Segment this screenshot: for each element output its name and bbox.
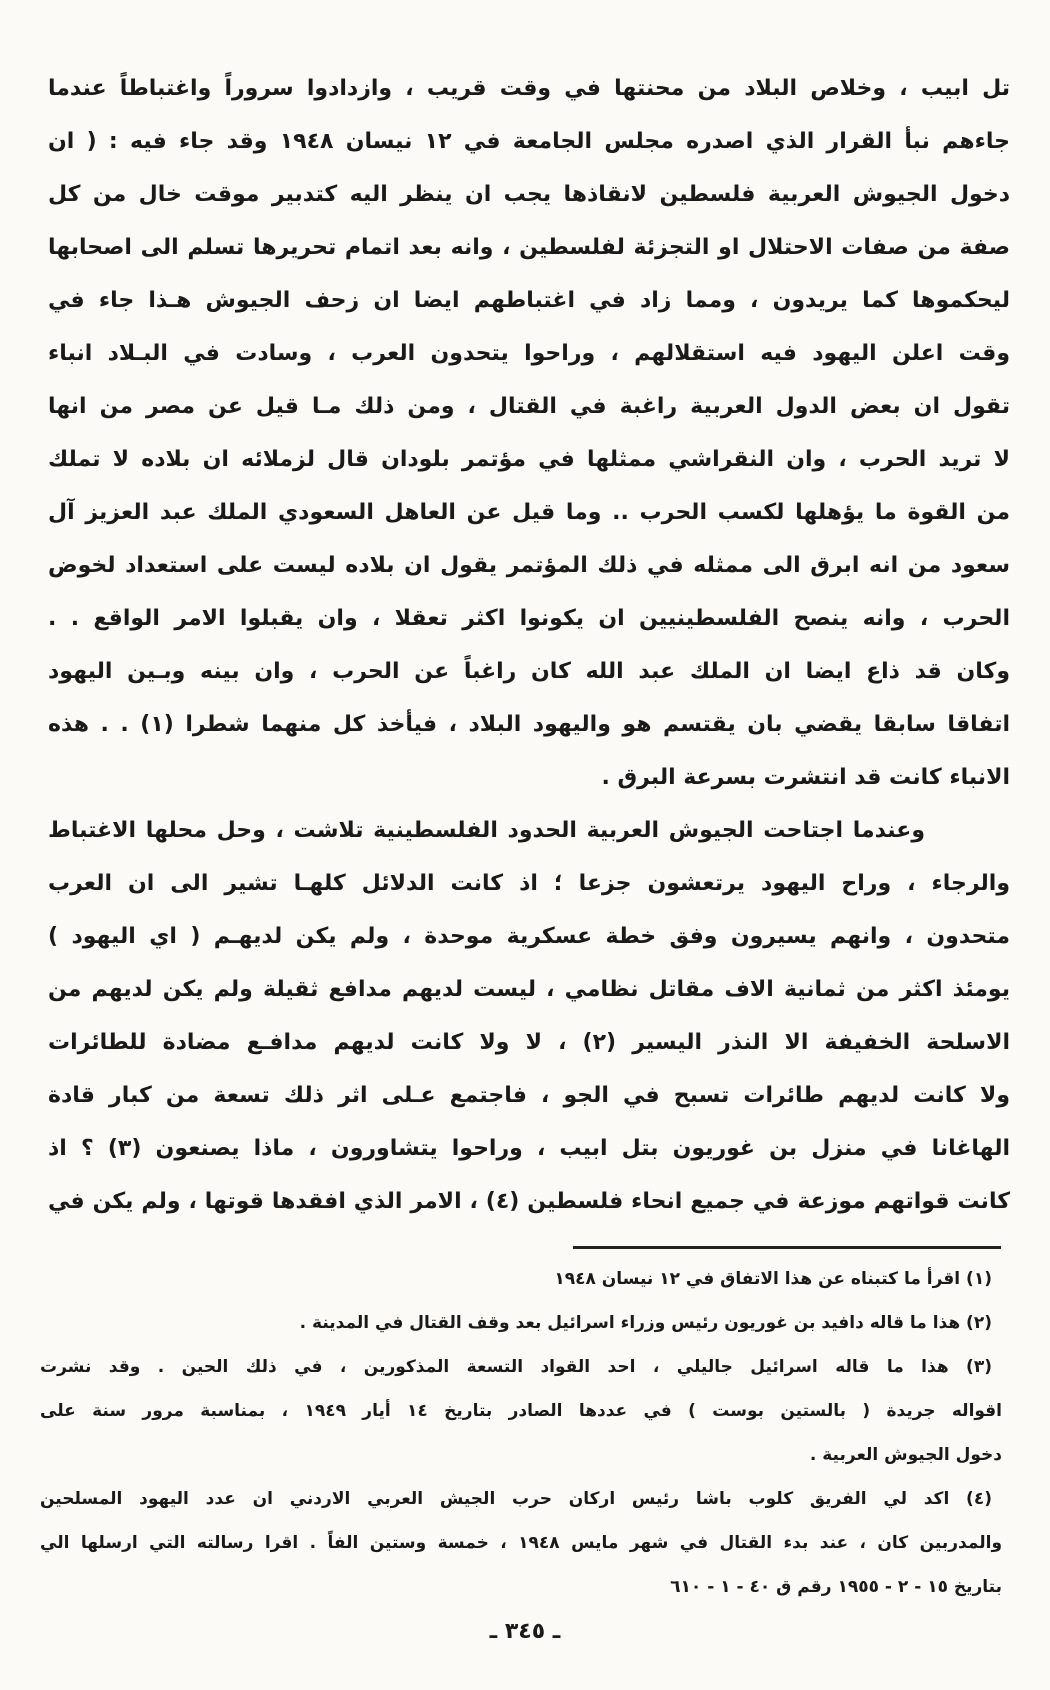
footnote-4-continued: والمدربين كان ، عند بدء القتال في شهر مايس ١٩٤٨ ، خمسة وستين الفاً . اقرا رسالته التي ارسلها الي bbox=[40, 1533, 1003, 1553]
body-line: الحرب ، وانه ينصح الفلسطينيين ان يكونوا اكثر تعقلا ، وان يقبلوا الامر الواقع . . bbox=[48, 606, 1010, 631]
body-line: يومئذ اكثر من ثمانية الاف مقاتل نظامي ، ليست لديهم مدافع ثقيلة ولم يكن لديهم من bbox=[48, 977, 1010, 1002]
body-line: وقت اعلن اليهود فيه استقلالهم ، وراحوا يتحدون العرب ، وسادت في البـلاد انباء bbox=[48, 341, 1010, 366]
footnote-2: (٢) هذا ما قاله دافيد بن غوريون رئيس وزراء اسرائيل بعد وقف القتال في المدينة . bbox=[299, 1313, 992, 1333]
footnote-3-continued: دخول الجيوش العربية . bbox=[809, 1445, 1002, 1465]
body-line: وعندما اجتاحت الجيوش العربية الحدود الفلسطينية تلاشت ، وحل محلها الاغتباط bbox=[48, 818, 925, 843]
body-line: جاءهم نبأ القرار الذي اصدره مجلس الجامعة في ١٢ نيسان ١٩٤٨ وقد جاء فيه : ( ان bbox=[48, 129, 1010, 154]
body-line: صفة من صفات الاحتلال او التجزئة لفلسطين ، وانه بعد اتمام تحريرها تسلم الى اصحابها bbox=[48, 235, 1010, 260]
body-line: ولا كانت لديهم طائرات تسبح في الجو ، فاجتمع عـلى اثر ذلك تسعة من كبار قادة bbox=[48, 1083, 1010, 1108]
body-line: دخول الجيوش العربية فلسطين لانقاذها يجب ان ينظر اليه كتدبير موقت خال من كل bbox=[48, 182, 1010, 207]
footnote-3: (٣) هذا ما قاله اسرائيل جاليلي ، احد القواد التسعة المذكورين ، في ذلك الحين . وقد نشرت bbox=[40, 1357, 992, 1377]
footnote-1: (١) اقرأ ما كتبناه عن هذا الاتفاق في ١٢ نيسان ١٩٤٨ bbox=[554, 1269, 992, 1289]
body-line: متحدون ، وانهم يسيرون وفق خطة عسكرية موحدة ، ولم يكن لديهـم ( اي اليهود ) bbox=[48, 924, 1010, 949]
footnote-separator bbox=[573, 1246, 1001, 1249]
footnote-4-continued: بتاريخ ١٥ - ٢ - ١٩٥٥ رقم ق ٤٠ - ١ - ٦١٠ bbox=[670, 1577, 1002, 1597]
body-line: لا تريد الحرب ، وان النقراشي ممثلها في مؤتمر بلودان قال لزملائه ان بلاده لا تملك bbox=[48, 447, 1010, 472]
body-line: كانت قواتهم موزعة في جميع انحاء فلسطين (٤) ، الامر الذي افقدها قوتها ، ولم يكن في bbox=[48, 1189, 1011, 1214]
page-number: ـ ٣٤٥ ـ bbox=[489, 1619, 561, 1644]
body-line: والرجاء ، وراح اليهود يرتعشون جزعا ؛ اذ كانت الدلائل كلهـا تشير الى ان العرب bbox=[48, 871, 1010, 896]
body-line: سعود من انه ابرق الى ممثله في ذلك المؤتمر يقول ان بلاده ليست على استعداد لخوض bbox=[48, 553, 1010, 578]
body-line: وكان قد ذاع ايضا ان الملك عبد الله كان راغباً عن الحرب ، وان بينه وبـين اليهود bbox=[48, 659, 1010, 684]
footnote-4: (٤) اكد لي الفريق كلوب باشا رئيس اركان حرب الجيش العربي الاردني ان عدد اليهود المسلحين bbox=[40, 1489, 992, 1509]
footnote-3-continued: اقواله جريدة ( بالستين بوست ) في عددها الصادر بتاريخ ١٤ أيار ١٩٤٩ ، بمناسبة مرور سنة على bbox=[40, 1401, 1003, 1421]
body-line: الاسلحة الخفيفة الا النذر اليسير (٢) ، لا ولا كانت لديهم مدافـع مضادة للطائرات bbox=[48, 1030, 1010, 1055]
body-line: تل ابيب ، وخلاص البلاد من محنتها في وقت قريب ، وازدادوا سروراً واغتباطاً عندما bbox=[48, 76, 1010, 101]
body-line: تقول ان بعض الدول العربية راغبة في القتال ، ومن ذلك مـا قيل عن مصر من انها bbox=[48, 394, 1010, 419]
body-line: الهاغانا في منزل بن غوريون بتل ابيب ، وراحوا يتشاورون ، ماذا يصنعون (٣) ؟ اذ bbox=[48, 1136, 1010, 1161]
body-line: الانباء كانت قد انتشرت بسرعة البرق . bbox=[601, 765, 1010, 790]
body-line: من القوة ما يؤهلها لكسب الحرب .. وما قيل عن العاهل السعودي الملك عبد العزيز آل bbox=[48, 500, 1010, 525]
body-line: اتفاقا سابقا يقضي بان يقتسم هو واليهود البلاد ، فيأخذ كل منهما شطرا (١) . . هذه bbox=[48, 712, 1010, 737]
body-line: ليحكموها كما يريدون ، ومما زاد في اغتباطهم ايضا ان زحف الجيوش هـذا جاء في bbox=[48, 288, 1010, 313]
footnotes bbox=[40, 1257, 1002, 1609]
body-text bbox=[48, 62, 1010, 1228]
